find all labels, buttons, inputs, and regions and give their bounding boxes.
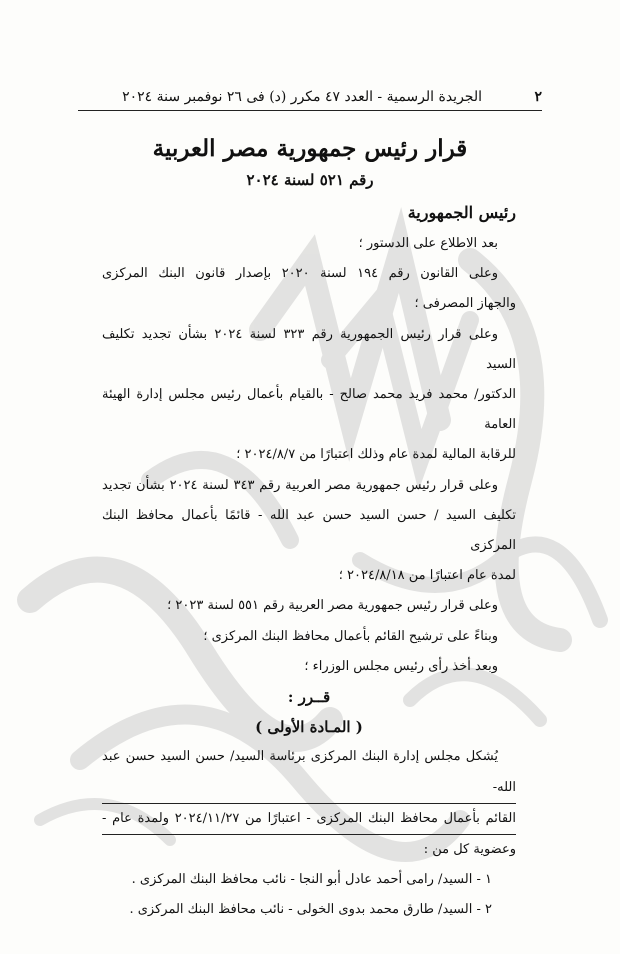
decided-heading: قــرر : — [287, 688, 331, 707]
publication-line: الجريدة الرسمية - العدد ٤٧ مكرر (د) فى ٢٦ نوفمبر سنة ٢٠٢٤ — [122, 89, 482, 105]
preamble-line: وعلى قرار رئيس جمهورية مصر العربية رقم ٥٥١ لسنة ٢٠٢٣ ؛ — [167, 598, 498, 614]
decree-number: رقم ٥٢١ لسنة ٢٠٢٤ — [246, 171, 374, 189]
gazette-header — [78, 86, 542, 111]
preamble-line: تكليف السيد / حسن السيد حسن عبد الله - قائمًا بأعمال محافظ البنك المركزى — [102, 507, 516, 554]
article-line: القائم بأعمال محافظ البنك المركزى - اعتبارًا من ٢٠٢٤/١١/٢٧ ولمدة عام - — [102, 804, 516, 835]
member-item: ١ - السيد/ رامى أحمد عادل أبو النجا - نائب محافظ البنك المركزى . — [131, 872, 492, 888]
decree-title: قرار رئيس جمهورية مصر العربية — [152, 135, 468, 162]
issuer-heading: رئيس الجمهورية — [407, 203, 516, 222]
article-line: وعضوية كل من : — [423, 842, 516, 858]
preamble-line: بعد الاطلاع على الدستور ؛ — [358, 236, 498, 251]
article-heading: ( المـادة الأولى ) — [255, 718, 363, 737]
preamble-line: وبناءً على ترشيح القائم بأعمال محافظ البنك المركزى ؛ — [203, 628, 498, 644]
preamble-line: لمدة عام اعتبارًا من ٢٠٢٤/٨/١٨ ؛ — [338, 568, 516, 584]
page-number: ٢ — [534, 89, 542, 105]
preamble-line: وعلى القانون رقم ١٩٤ لسنة ٢٠٢٠ بإصدار قانون البنك المركزى — [102, 266, 498, 282]
member-item: ٢ - السيد/ طارق محمد بدوى الخولى - نائب محافظ البنك المركزى . — [129, 902, 492, 918]
preamble-line: وعلى قرار رئيس الجمهورية رقم ٣٢٣ لسنة ٢٠٢٤ بشأن تجديد تكليف السيد — [102, 326, 516, 372]
preamble-line: الدكتور/ محمد فريد محمد صالح - بالقيام بأعمال رئيس مجلس إدارة الهيئة العامة — [102, 387, 516, 433]
preamble-line: وعلى قرار رئيس جمهورية مصر العربية رقم ٣٤٣ لسنة ٢٠٢٤ بشأن تجديد — [102, 477, 498, 493]
preamble-line: وبعد أخذ رأى رئيس مجلس الوزراء ؛ — [304, 658, 498, 674]
preamble-line: للرقابة المالية لمدة عام وذلك اعتبارًا من ٢٠٢٤/٨/٧ ؛ — [236, 447, 516, 463]
decree-body — [102, 229, 516, 926]
article-line: يُشكل مجلس إدارة البنك المركزى برئاسة السيد/ حسن السيد حسن عبد الله- — [102, 742, 516, 803]
preamble-line: والجهاز المصرفى ؛ — [414, 296, 516, 312]
